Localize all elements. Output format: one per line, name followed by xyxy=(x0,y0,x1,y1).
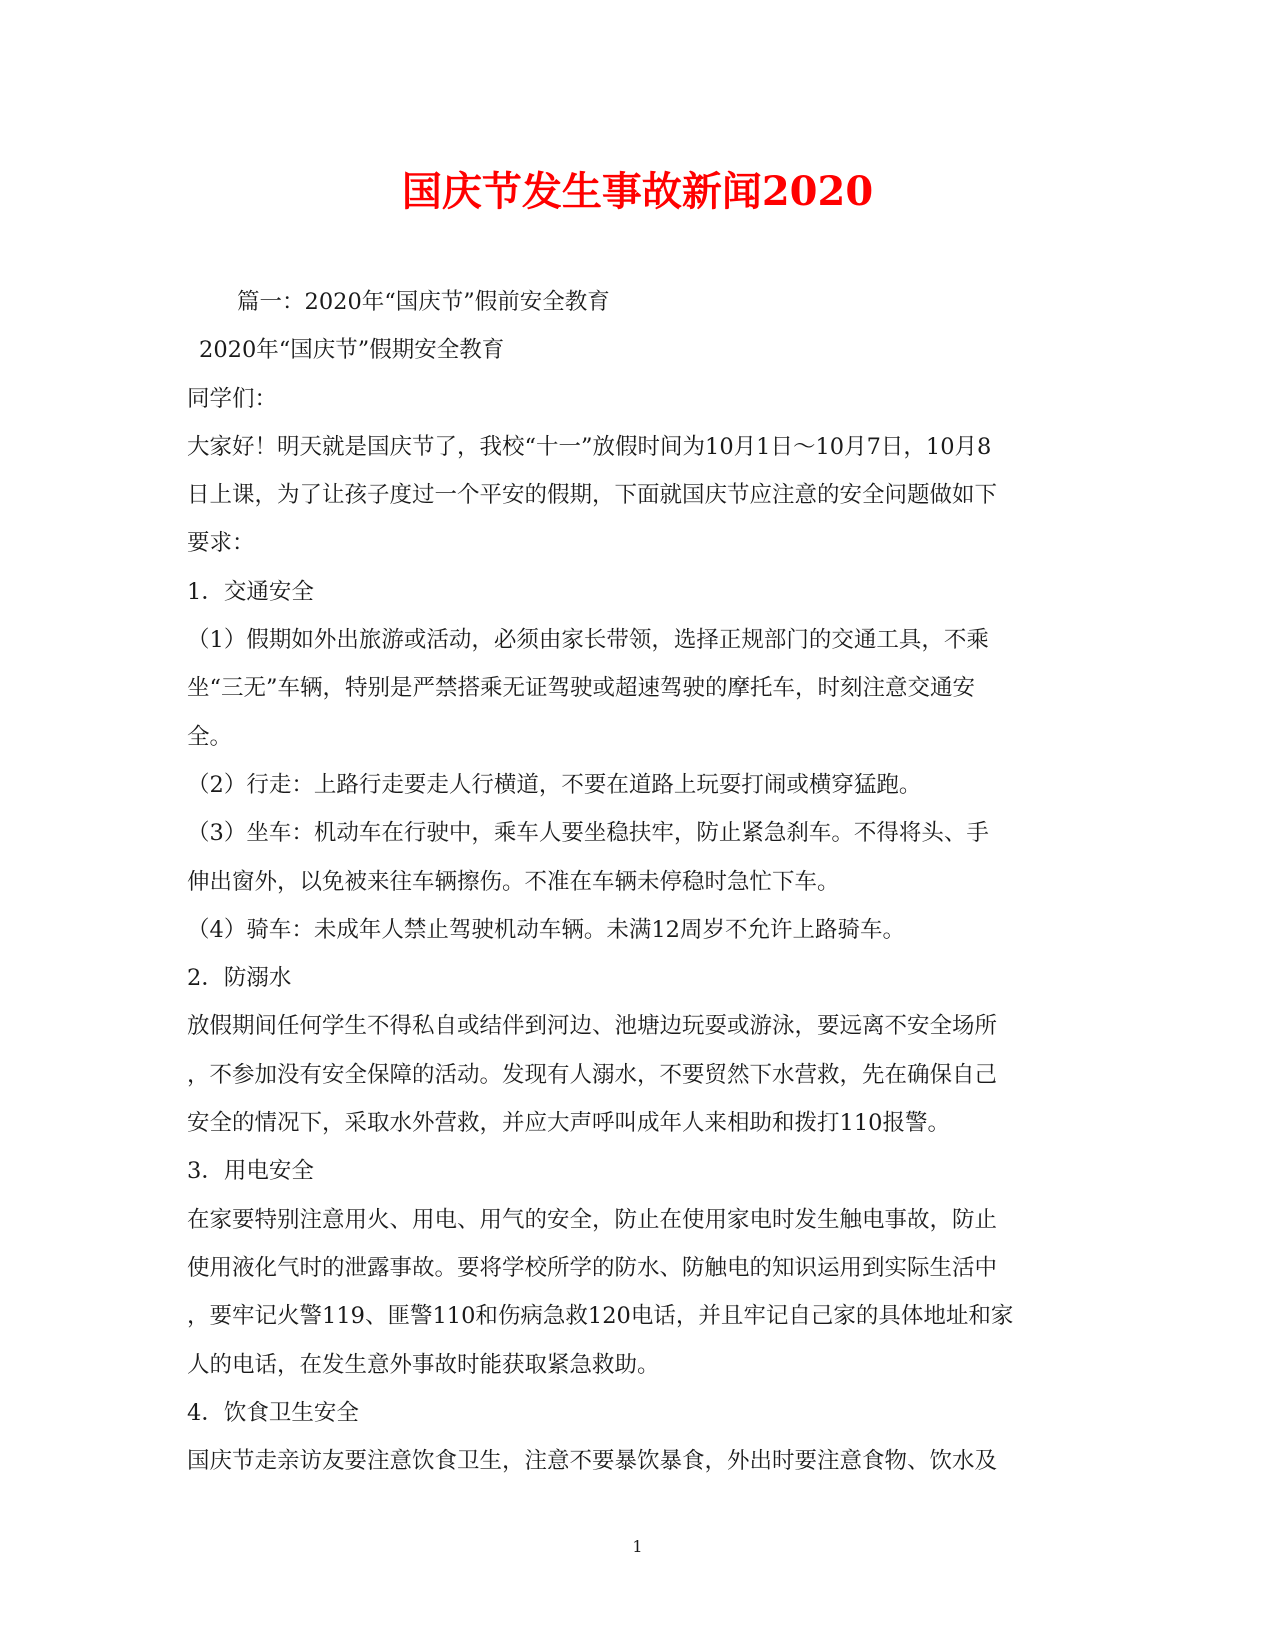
paragraph-line: 人的电话，在发生意外事故时能获取紧急救助。 xyxy=(187,1351,660,1378)
document-title: 国庆节发生事故新闻2020 xyxy=(401,168,874,215)
paragraph-line: 要求： xyxy=(187,530,255,557)
subheading: 2020年“国庆节”假期安全教育 xyxy=(199,337,505,364)
list-heading: 2．防溺水 xyxy=(187,965,292,992)
paragraph-line: （2）行走：上路行走要走人行横道，不要在道路上玩耍打闹或横穿猛跑。 xyxy=(187,771,922,798)
paragraph-line: 坐“三无”车辆，特别是严禁搭乘无证驾驶或超速驾驶的摩托车，时刻注意交通安 xyxy=(187,675,976,702)
paragraph-line: 使用液化气时的泄露事故。要将学校所学的防水、防触电的知识运用到实际生活中 xyxy=(187,1254,998,1281)
paragraph-line: 国庆节走亲访友要注意饮食卫生，注意不要暴饮暴食，外出时要注意食物、饮水及 xyxy=(187,1448,998,1475)
paragraph-line: 安全的情况下，采取水外营救，并应大声呼叫成年人来相助和拨打110报警。 xyxy=(187,1110,950,1137)
paragraph-line: 日上课，为了让孩子度过一个平安的假期，下面就国庆节应注意的安全问题做如下 xyxy=(187,482,998,509)
paragraph-line: 放假期间任何学生不得私自或结伴到河边、池塘边玩耍或游泳，要远离不安全场所 xyxy=(187,1013,998,1040)
paragraph-line: 伸出窗外，以免被来往车辆擦伤。不准在车辆未停稳时急忙下车。 xyxy=(187,868,840,895)
paragraph-line: 在家要特别注意用火、用电、用气的安全，防止在使用家电时发生触电事故，防止 xyxy=(187,1206,998,1233)
paragraph-line: （4）骑车：未成年人禁止驾驶机动车辆。未满12周岁不允许上路骑车。 xyxy=(187,916,905,943)
salutation: 同学们： xyxy=(187,385,278,412)
page-number: 1 xyxy=(632,1537,643,1556)
list-heading: 1．交通安全 xyxy=(187,578,314,605)
document-body xyxy=(187,278,1087,1485)
section-heading: 篇一：2020年“国庆节”假前安全教育 xyxy=(237,289,610,315)
paragraph-line: 全。 xyxy=(187,723,233,750)
list-heading: 3．用电安全 xyxy=(187,1158,314,1185)
paragraph-line: （1）假期如外出旅游或活动，必须由家长带领，选择正规部门的交通工具，不乘 xyxy=(187,627,989,654)
list-heading: 4．饮食卫生安全 xyxy=(187,1399,359,1426)
paragraph-line: （3）坐车：机动车在行驶中，乘车人要坐稳扶牢，防止紧急刹车。不得将头、手 xyxy=(187,820,989,847)
paragraph-line: ，要牢记火警119、匪警110和伤病急救120电话，并且牢记自己家的具体地址和家 xyxy=(187,1303,1014,1330)
paragraph-line: ，不参加没有安全保障的活动。发现有人溺水，不要贸然下水营救，先在确保自己 xyxy=(187,1061,998,1088)
paragraph-line: 大家好！明天就是国庆节了，我校“十一”放假时间为10月1日～10月7日，10月8 xyxy=(187,433,992,460)
